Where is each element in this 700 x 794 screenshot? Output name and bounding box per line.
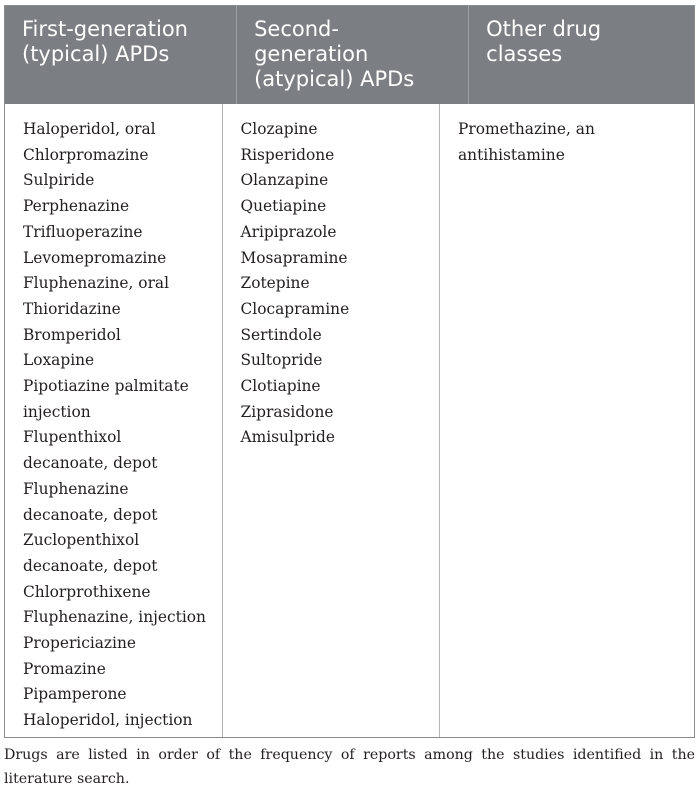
drug-item: Sulpiride (23, 171, 95, 190)
drug-item: Levomepromazine (23, 248, 167, 267)
drug-item: Thioridazine (23, 299, 121, 318)
drug-item: Bromperidol (23, 325, 121, 344)
column-second-generation (223, 104, 441, 737)
header-other-classes: Other drug classes (486, 17, 602, 66)
drug-item: Promethazine, an antihistamine (458, 120, 595, 164)
drug-item: Fluphenazine decanoate, depot (23, 479, 158, 524)
drug-item: Loxapine (23, 351, 95, 370)
header-second-generation: Second-generation (atypical) APDs (237, 6, 469, 104)
drug-item: Sultopride (240, 351, 323, 370)
table-footnote: Drugs are listed in order of the frequency of reports among the studies identified in the literature search. (4, 747, 695, 787)
drug-item: Aripiprazole (240, 222, 337, 241)
drug-item: Mosapramine (240, 248, 348, 267)
drug-item: Pipamperone (23, 685, 127, 704)
drug-item: Chlorprothixene (23, 582, 151, 601)
drug-item: Quetiapine (240, 197, 327, 216)
drug-item: Perphenazine (23, 197, 130, 216)
table-header (5, 6, 694, 104)
drug-item: Clozapine (240, 120, 318, 138)
drug-item: Olanzapine (240, 171, 329, 190)
drug-item: Chlorpromazine (23, 145, 149, 164)
drug-item: Fluphenazine, injection (23, 608, 206, 627)
drug-item: Propericiazine (23, 634, 136, 653)
drug-table (4, 5, 695, 738)
header-first-generation: First-generation (typical) APDs (5, 6, 237, 104)
drug-item: Clocapramine (240, 299, 350, 318)
drug-item: Pipotiazine palmitate injection (23, 377, 189, 421)
table-body (5, 104, 694, 737)
drug-item: Flupenthixol decanoate, depot (23, 428, 158, 473)
column-other-classes (440, 104, 694, 737)
drug-item: Trifluoperazine (23, 222, 143, 241)
drug-item: Promazine (23, 659, 106, 678)
column-first-generation (5, 104, 223, 737)
drug-item: Ziprasidone (240, 402, 334, 421)
drug-item: Risperidone (240, 145, 335, 164)
drug-item: Clotiapine (240, 377, 321, 396)
drug-item: Zuclopenthixol decanoate, depot (23, 531, 158, 575)
drug-item: Haloperidol, injection (23, 711, 193, 730)
drug-item: Fluphenazine, oral (23, 274, 170, 293)
drug-item: Zotepine (240, 274, 310, 293)
drug-item: Amisulpride (240, 428, 335, 447)
drug-item: Haloperidol, oral (23, 120, 156, 138)
drug-item: Sertindole (240, 325, 322, 344)
